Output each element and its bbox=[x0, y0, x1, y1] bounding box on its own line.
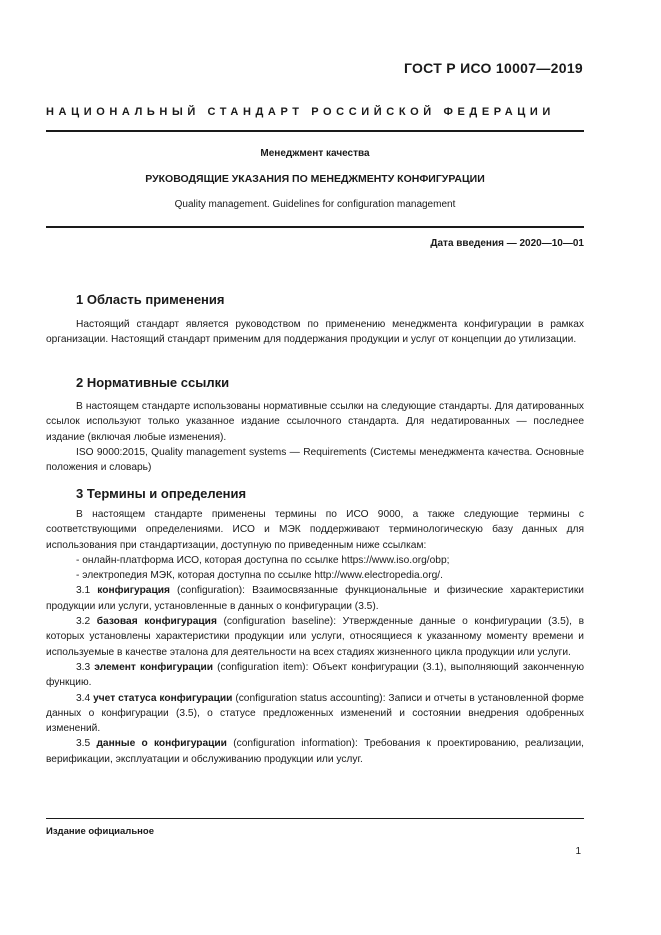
title-subject: Менеджмент качества bbox=[260, 148, 370, 159]
paragraph: В настоящем стандарте использованы нормативные ссылки на следующие стандарты. Для датированных ссылок используют только указанное издание ссылочного стандарта. Для недатированных — последнее издание (включая любые изменения). bbox=[46, 401, 584, 443]
section-3-heading: 3 Термины и определения bbox=[76, 486, 247, 501]
title-russian: РУКОВОДЯЩИЕ УКАЗАНИЯ ПО МЕНЕДЖМЕНТУ КОНФИГУРАЦИИ bbox=[145, 173, 485, 185]
paragraph: Настоящий стандарт является руководством по применению менеджмента конфигурации в рамках организации. Настоящий стандарт применим для поддержания продукции и услуг от концепции до утилизации. bbox=[46, 319, 584, 346]
term-number: 3.2 bbox=[76, 616, 91, 628]
reference-item: ISO 9000:2015, Quality management systems — Requirements (Системы менеджмента качества. Основные положения и словарь) bbox=[46, 446, 584, 474]
term-name: учет статуса конфигурации bbox=[93, 692, 233, 704]
term-number: 3.4 bbox=[76, 692, 91, 704]
section-3-body bbox=[46, 507, 584, 767]
list-item: - электропедия МЭК, которая доступна по ссылке http://www.electropedia.org/. bbox=[76, 570, 443, 582]
document-id: ГОСТ Р ИСО 10007—2019 bbox=[403, 60, 583, 76]
list-item: - онлайн-платформа ИСО, которая доступна по ссылке https://www.iso.org/obp; bbox=[76, 554, 450, 566]
term-name: базовая конфигурация bbox=[96, 616, 217, 628]
term-definition: (configuration): Взаимосвязанные функциональные и физические характеристики продукции или услуги, установленные в данных о конфигурации (3.5). bbox=[46, 585, 584, 612]
term-name: данные о конфигурации bbox=[96, 738, 227, 750]
term-definition: (configuration information): Требования к проектированию, реализации, верификации, эксплуатации и обслуживанию продукции или услуг. bbox=[46, 738, 584, 765]
term-3-2 bbox=[46, 614, 584, 660]
term-definition: (configuration status accounting): Записи и отчеты в установленной форме данных о конфигурации (3.5), о статусе предложенных изменений и состоянии внедрения одобренных изменений. bbox=[46, 692, 584, 735]
page-number: 1 bbox=[575, 846, 581, 857]
term-3-4 bbox=[46, 691, 584, 737]
effective-date: Дата введения — 2020—10—01 bbox=[430, 238, 584, 249]
title-rule bbox=[46, 226, 584, 228]
term-definition: (configuration item): Объект конфигурации (3.1), выполняющий законченную функцию. bbox=[46, 661, 584, 689]
term-definition: (configuration baseline): Утвержденные данные о конфигурации (3.5), в которых установлены характеристики продукции или услуги, относящиеся к указанному моменту времени и используемые в качестве эталона для деятельности на всех стадиях жизненного цикла продукции или услуги. bbox=[46, 616, 584, 658]
term-number: 3.5 bbox=[76, 738, 91, 750]
section-2-body bbox=[46, 399, 584, 475]
section-1-body bbox=[46, 317, 584, 348]
paragraph: В настоящем стандарте применены термины по ИСО 9000, а также следующие термины с соответствующими определениями. ИСО и МЭК поддерживают терминологическую базу данных для использования при стандартизации, доступную по приведенным ниже ссылкам: bbox=[46, 509, 584, 551]
term-3-1 bbox=[46, 583, 584, 614]
term-name: конфигурация bbox=[97, 585, 170, 597]
official-edition-label: Издание официальное bbox=[46, 826, 154, 837]
header-rule bbox=[46, 130, 584, 132]
term-3-5 bbox=[46, 736, 584, 767]
term-number: 3.3 bbox=[76, 661, 91, 673]
national-standard-banner: НАЦИОНАЛЬНЫЙ СТАНДАРТ РОССИЙСКОЙ ФЕДЕРАЦИИ bbox=[46, 106, 555, 118]
term-name: элемент конфигурации bbox=[94, 661, 213, 673]
title-english: Quality management. Guidelines for configuration management bbox=[174, 199, 456, 210]
footer-rule bbox=[46, 818, 584, 819]
term-3-3 bbox=[46, 660, 584, 691]
section-2-heading: 2 Нормативные ссылки bbox=[76, 375, 230, 390]
section-1-heading: 1 Область применения bbox=[76, 292, 225, 307]
term-number: 3.1 bbox=[76, 585, 91, 597]
